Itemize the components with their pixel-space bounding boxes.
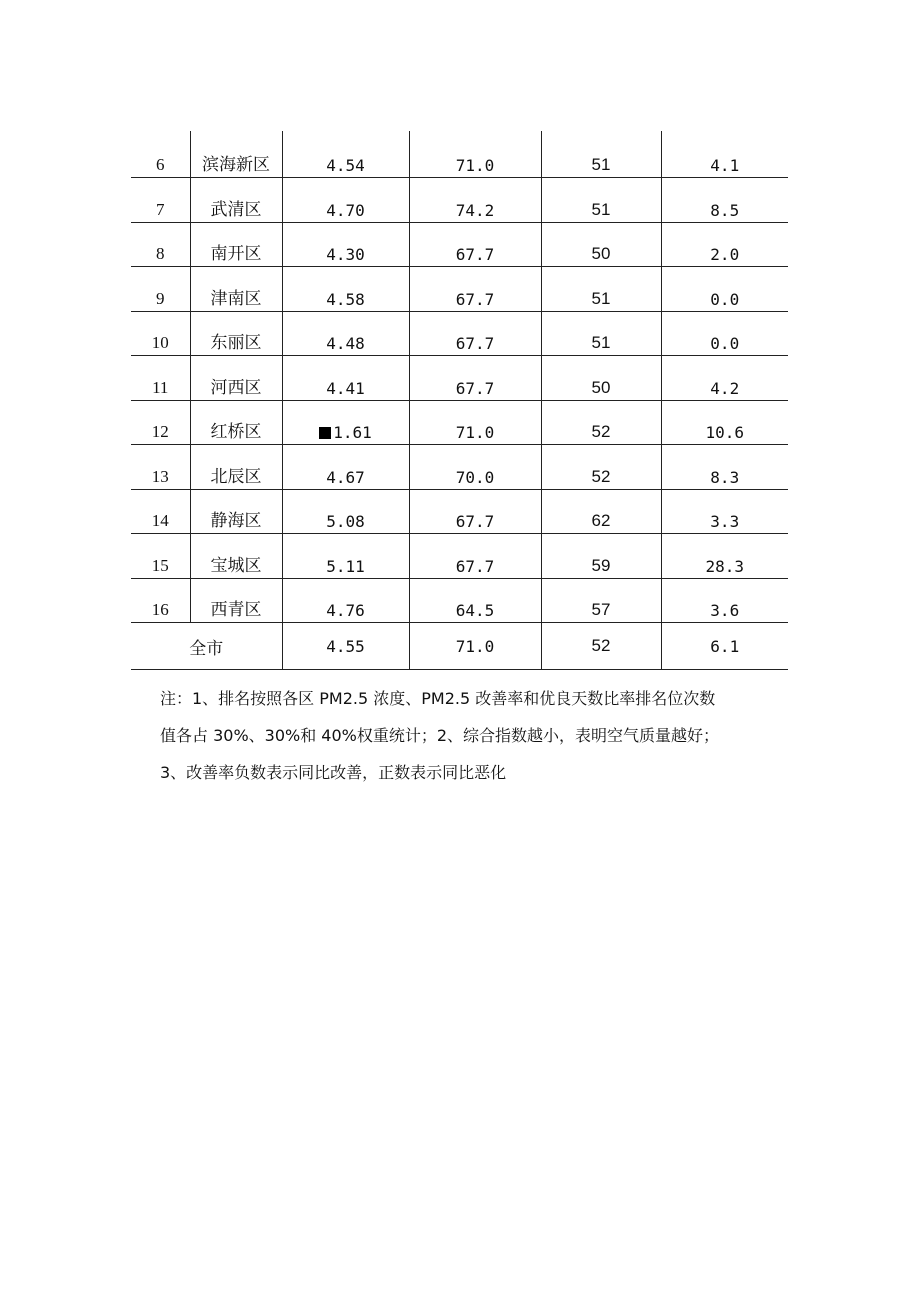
rank-cell — [131, 400, 190, 445]
index-cell-text: 4.76 — [326, 601, 365, 620]
district-cell — [190, 311, 282, 356]
days-cell — [541, 311, 661, 356]
rank-cell-text: 6 — [156, 155, 165, 174]
days-cell-text: 51 — [591, 199, 611, 219]
days-cell — [541, 534, 661, 579]
total-index-cell: 4.55 — [282, 623, 409, 670]
change-cell-text: 2.0 — [710, 245, 740, 264]
improve-cell-text: 71.0 — [455, 423, 495, 442]
note-line-3: 3、改善率负数表示同比改善，正数表示同比恶化 — [160, 763, 507, 782]
total-improve-cell: 71.0 — [409, 623, 541, 670]
change-cell — [661, 489, 788, 534]
improve-cell — [409, 131, 541, 178]
improve-cell-text: 67.7 — [455, 378, 495, 398]
days-cell-text: 57 — [591, 600, 611, 619]
improve-cell — [409, 445, 541, 490]
improve-cell-text: 70.0 — [455, 467, 495, 487]
index-cell — [282, 222, 409, 267]
table-row — [131, 311, 788, 356]
district-cell — [190, 222, 282, 267]
table-row — [131, 578, 788, 623]
improve-cell — [409, 178, 541, 223]
rank-cell-text: 13 — [151, 466, 169, 486]
district-cell-text: 宝城区 — [210, 555, 262, 576]
change-cell — [661, 178, 788, 223]
index-cell-text: 5.08 — [326, 512, 365, 531]
days-cell — [541, 489, 661, 534]
table-row — [131, 356, 788, 401]
district-ranking-table — [131, 131, 788, 670]
index-cell — [282, 400, 409, 445]
rank-cell-text: 9 — [156, 288, 165, 308]
district-cell — [190, 578, 282, 623]
improve-cell — [409, 400, 541, 445]
change-cell-text: 28.3 — [705, 556, 745, 576]
rank-cell-text: 16 — [151, 600, 169, 619]
district-cell-text: 静海区 — [210, 511, 262, 531]
improve-cell-text: 74.2 — [455, 200, 495, 220]
total-label-cell: 全市 — [131, 623, 282, 670]
district-cell-text: 北辰区 — [210, 466, 262, 487]
district-cell-text: 津南区 — [210, 288, 262, 309]
rank-cell — [131, 267, 190, 312]
change-cell — [661, 534, 788, 579]
change-cell — [661, 267, 788, 312]
index-cell-text: 4.54 — [326, 156, 365, 175]
days-cell — [541, 267, 661, 312]
rank-cell-text: 7 — [156, 199, 165, 219]
table-row — [131, 445, 788, 490]
improve-cell — [409, 578, 541, 623]
total-change-cell: 6.1 — [661, 623, 788, 670]
index-cell-text: 4.70 — [326, 200, 365, 220]
table-body — [131, 131, 788, 670]
index-cell — [282, 356, 409, 401]
change-cell-text: 3.3 — [710, 512, 740, 531]
rank-cell-text: 8 — [156, 244, 165, 263]
index-cell — [282, 267, 409, 312]
change-cell-text: 0.0 — [710, 334, 740, 353]
change-cell — [661, 222, 788, 267]
rank-cell — [131, 489, 190, 534]
rank-cell-text: 14 — [151, 511, 169, 530]
index-cell — [282, 445, 409, 490]
rank-cell — [131, 578, 190, 623]
days-cell — [541, 222, 661, 267]
table-row — [131, 131, 788, 178]
days-cell — [541, 578, 661, 623]
rank-cell — [131, 222, 190, 267]
change-cell-text: 10.6 — [705, 423, 745, 442]
district-cell-text: 河西区 — [210, 377, 262, 398]
days-cell — [541, 178, 661, 223]
days-cell-text: 59 — [591, 555, 611, 575]
district-cell-text: 东丽区 — [210, 333, 262, 353]
table-row — [131, 489, 788, 534]
index-cell-text: 1.61 — [333, 423, 372, 442]
improve-cell-text: 67.7 — [455, 512, 495, 531]
district-cell — [190, 400, 282, 445]
table-note — [160, 680, 800, 791]
filled-square-glyph — [319, 427, 331, 439]
table-row — [131, 178, 788, 223]
district-cell-text: 红桥区 — [210, 422, 262, 442]
days-cell-text: 51 — [591, 288, 611, 308]
rank-cell — [131, 178, 190, 223]
change-cell — [661, 311, 788, 356]
improve-cell — [409, 311, 541, 356]
district-cell — [190, 489, 282, 534]
change-cell — [661, 131, 788, 178]
change-cell — [661, 400, 788, 445]
table-row — [131, 534, 788, 579]
change-cell — [661, 445, 788, 490]
table-row — [131, 222, 788, 267]
improve-cell — [409, 489, 541, 534]
district-cell-text: 西青区 — [210, 600, 262, 620]
days-cell-text: 50 — [591, 377, 611, 397]
days-cell-text: 52 — [591, 422, 611, 441]
days-cell-text: 51 — [591, 333, 611, 352]
change-cell-text: 8.3 — [710, 467, 740, 487]
rank-cell-text: 11 — [152, 377, 169, 397]
index-cell — [282, 131, 409, 178]
index-cell-text: 4.58 — [326, 289, 365, 309]
index-cell — [282, 311, 409, 356]
index-cell-text: 4.30 — [326, 245, 365, 264]
rank-cell-text: 12 — [151, 422, 169, 441]
rank-cell — [131, 534, 190, 579]
improve-cell — [409, 267, 541, 312]
district-cell — [190, 131, 282, 178]
days-cell — [541, 400, 661, 445]
district-cell — [190, 178, 282, 223]
district-cell — [190, 356, 282, 401]
note-line-1: 注：1、排名按照各区 PM2.5 浓度、PM2.5 改善率和优良天数比率排名位次数 — [160, 689, 716, 708]
improve-cell — [409, 222, 541, 267]
note-line-2: 值各占 30%、30%和 40%权重统计；2、综合指数越小，表明空气质量越好； — [160, 726, 720, 745]
improve-cell-text: 71.0 — [455, 156, 495, 175]
change-cell — [661, 578, 788, 623]
table-row — [131, 400, 788, 445]
days-cell-text: 62 — [591, 511, 611, 530]
district-cell — [190, 534, 282, 579]
improve-cell-text: 67.7 — [455, 334, 495, 353]
table-total-row — [131, 623, 788, 670]
days-cell — [541, 356, 661, 401]
table-row — [131, 267, 788, 312]
improve-cell — [409, 356, 541, 401]
rank-cell-text: 15 — [151, 555, 169, 575]
change-cell-text: 4.1 — [710, 156, 740, 175]
days-cell-text: 51 — [591, 155, 611, 174]
rank-cell — [131, 311, 190, 356]
index-cell — [282, 578, 409, 623]
rank-cell-text: 10 — [151, 333, 169, 352]
index-cell — [282, 489, 409, 534]
change-cell-text: 4.2 — [710, 378, 740, 398]
days-cell-text: 50 — [591, 244, 611, 263]
district-cell-text: 武清区 — [210, 199, 262, 220]
change-cell — [661, 356, 788, 401]
district-cell-text: 滨海新区 — [202, 155, 270, 175]
district-cell — [190, 267, 282, 312]
change-cell-text: 3.6 — [710, 601, 740, 620]
index-cell-text: 4.67 — [326, 467, 365, 487]
index-cell-text: 4.41 — [326, 378, 365, 398]
district-cell-text: 南开区 — [210, 244, 262, 264]
rank-cell — [131, 131, 190, 178]
index-cell — [282, 534, 409, 579]
district-cell — [190, 445, 282, 490]
total-days-cell: 52 — [541, 623, 661, 670]
improve-cell — [409, 534, 541, 579]
days-cell-text: 52 — [591, 466, 611, 486]
index-cell-text: 4.48 — [326, 334, 365, 353]
change-cell-text: 8.5 — [710, 200, 740, 220]
index-cell-text: 5.11 — [326, 556, 365, 576]
improve-cell-text: 64.5 — [455, 601, 495, 620]
change-cell-text: 0.0 — [710, 289, 740, 309]
rank-cell — [131, 356, 190, 401]
days-cell — [541, 445, 661, 490]
improve-cell-text: 67.7 — [455, 556, 495, 576]
days-cell — [541, 131, 661, 178]
improve-cell-text: 67.7 — [455, 245, 495, 264]
index-cell — [282, 178, 409, 223]
rank-cell — [131, 445, 190, 490]
improve-cell-text: 67.7 — [455, 289, 495, 309]
